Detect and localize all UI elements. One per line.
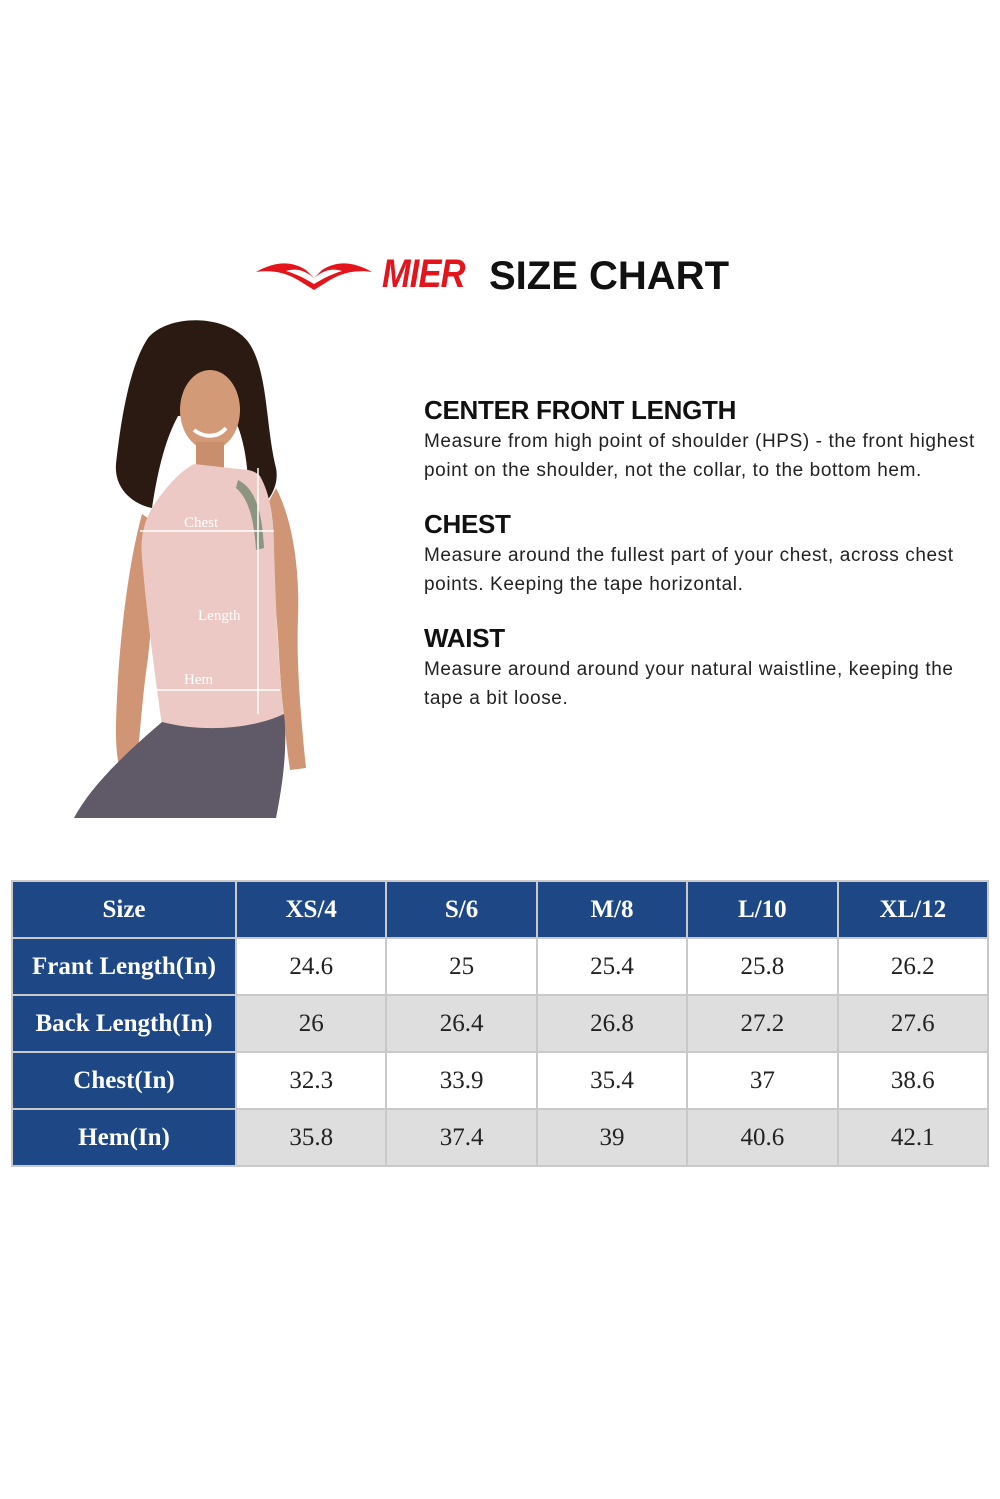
table-header-cell: XL/12 [838, 881, 988, 938]
model-figure [70, 318, 320, 818]
length-label: Length [198, 608, 241, 624]
table-header-row [12, 881, 988, 938]
definition-heading: CHEST [424, 509, 511, 539]
row-label: Frant Length(In) [12, 938, 236, 995]
table-cell: 27.6 [838, 995, 988, 1052]
table-cell: 38.6 [838, 1052, 988, 1109]
table-cell: 25.4 [537, 938, 687, 995]
table-header-cell: M/8 [537, 881, 687, 938]
definition-heading: WAIST [424, 623, 505, 653]
table-header-cell: S/6 [386, 881, 536, 938]
table-cell: 32.3 [236, 1052, 386, 1109]
table-cell: 27.2 [687, 995, 837, 1052]
mier-wings-logo-icon [256, 258, 372, 292]
definition-center-front-length [424, 394, 984, 485]
table-row [12, 1109, 988, 1166]
page-title: SIZE CHART [489, 254, 729, 298]
definition-chest [424, 508, 984, 599]
definition-text: Measure around around your natural waistline, keeping the tape a bit loose. [424, 659, 954, 709]
table-cell: 35.4 [537, 1052, 687, 1109]
table-header-cell: XS/4 [236, 881, 386, 938]
table-header-cell: L/10 [687, 881, 837, 938]
table-cell: 42.1 [838, 1109, 988, 1166]
definition-heading: CENTER FRONT LENGTH [424, 395, 737, 425]
definition-text: Measure around the fullest part of your chest, across chest points. Keeping the tape horizontal. [424, 545, 954, 595]
table-cell: 25 [386, 938, 536, 995]
row-label: Back Length(In) [12, 995, 236, 1052]
table-cell: 33.9 [386, 1052, 536, 1109]
table-row [12, 995, 988, 1052]
definition-text: Measure from high point of shoulder (HPS) - the front highest point on the shoulder, not the collar, to the bottom hem. [424, 431, 975, 481]
table-cell: 40.6 [687, 1109, 837, 1166]
size-chart-header [0, 250, 1000, 310]
table-header-cell: Size [12, 881, 236, 938]
row-label: Chest(In) [12, 1052, 236, 1109]
table-cell: 26.2 [838, 938, 988, 995]
model-face [180, 370, 240, 450]
definition-waist [424, 622, 984, 713]
table-cell: 26.4 [386, 995, 536, 1052]
brand-name: MIER [382, 252, 465, 296]
table-cell: 25.8 [687, 938, 837, 995]
hem-label: Hem [184, 672, 214, 688]
table-cell: 37 [687, 1052, 837, 1109]
table-cell: 26.8 [537, 995, 687, 1052]
table-cell: 26 [236, 995, 386, 1052]
table-cell: 39 [537, 1109, 687, 1166]
chest-label: Chest [184, 515, 219, 531]
table-row [12, 1052, 988, 1109]
table-cell: 35.8 [236, 1109, 386, 1166]
size-table [11, 880, 989, 1167]
row-label: Hem(In) [12, 1109, 236, 1166]
measurement-definitions [424, 394, 984, 736]
model-leggings [74, 714, 285, 818]
table-row [12, 938, 988, 995]
table-cell: 37.4 [386, 1109, 536, 1166]
table-cell: 24.6 [236, 938, 386, 995]
